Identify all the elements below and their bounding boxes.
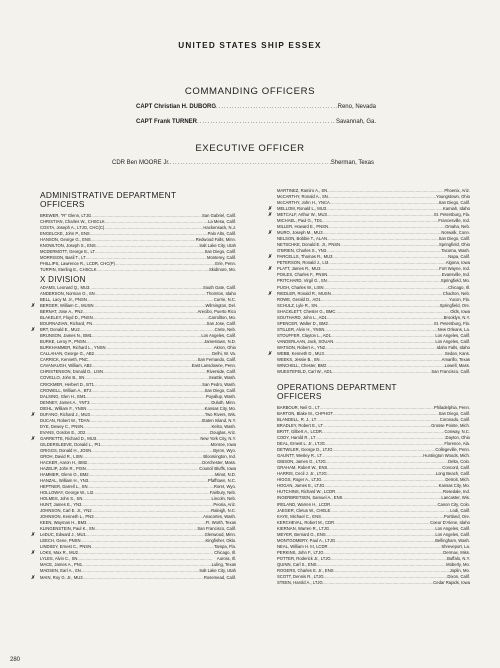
officer-hometown: Sherman, Texas [330,160,374,166]
person-name: MICHAEL, Paul G., TD1 [277,218,323,224]
person-hometown: San Diego, Calif. [204,387,236,393]
person-name: CROWELL, William A., BT2 [40,387,92,393]
person-hometown: Dayton, Ohio [445,435,470,441]
person-name: GILDERSLEEVE, Donald L., PI1 [40,441,101,447]
leader-dots [323,580,433,586]
person-name: BARTON, Blake M., CHPHOT [277,411,333,417]
person-hometown: Skidmore, Mo. [209,267,236,273]
person-hometown: Ft. Worth, Texas [205,520,236,526]
person-hometown: San Diego, Calif. [438,200,470,206]
person-hometown: Phoenix, Ariz. [444,188,470,193]
person-name: JAEGER, Cletus W., CHELE [277,507,331,513]
person-name: CHRISTIAN, Charles W., CHSCLK [40,219,105,225]
leader-dots [97,267,209,273]
person-name: HAZELIP, John R., PISN [40,465,86,471]
check-mark-icon: ✗ [31,303,36,310]
person-hometown: Yucon, Fla. [449,296,470,302]
operations-heading-line-1: OPERATIONS DEPARTMENT [277,382,397,392]
person-name: CARRICK, Kenneth, PNC [40,357,88,363]
person-name: KIERNAN, Warren R., LTJG [277,525,330,531]
x-division-list [31,285,236,581]
person-hometown: Napa, Calif. [448,254,470,260]
person-name: HOGAN, James E., LTJG [277,483,325,489]
person-name: CHRISTENSON, Donald D., LISN [40,369,104,375]
person-hometown: Evansville, Ind. [441,272,470,278]
person-hometown: Kelso, Wash. [211,423,236,429]
person-hometown: Francesville, Ind. [438,218,470,224]
person-hometown: Lancaster, Wis. [441,495,470,501]
check-mark-icon: ✗ [31,532,36,539]
check-mark-icon: ✗ [268,254,273,261]
person-hometown: Tampa, Fla. [214,544,236,550]
person-hometown: Kingfisher, Okla. [205,538,236,544]
leader-dots [83,575,204,581]
commanding-officers-heading: COMMANDING OFFICERS [184,86,316,97]
person-name: BOURNAZIAN, Richard, FN [40,321,93,327]
person-name: HOLLOWAY, George W., LI2 [40,490,94,496]
person-name: IRELAND, Warren H., LCDR [277,501,331,507]
person-name: NEAL, William H. III, LCDR [277,543,328,549]
person-name: CRICKMER, Herbert D., BT1 [40,381,94,387]
person-hometown: San Francisco, Calif. [197,526,236,532]
person-name: ROGERS, Charles E. Jr., ENS [277,567,334,573]
person-name: KEEN, Wayman H., BM3 [40,520,87,526]
person-name: MCDERMOTT, George E., LT [40,249,96,255]
check-mark-icon: ✗ [268,350,273,357]
person-name: SOUTHARD, John L., AD1 [277,314,327,320]
person-name: GRIGGS, Donald H., JOSN [40,447,92,453]
person-name: BLAKELEY, Floyd D., PNSN [40,315,93,321]
person-name: LOKS, Max R., MU2 [40,550,78,556]
person-hometown: Duluth, Minn. [211,399,236,405]
person-name: WINCHELL, Chester, BM2 [277,362,327,368]
page-number: 280 [10,657,21,663]
person-name: ROWE, Gerald D., AO1 [277,296,321,302]
person-name: HUNT, James E., YN3 [40,502,82,508]
person-name: LYLES, Alvin C., SN [40,556,78,562]
person-hometown: Springfield, Ohio [439,242,470,248]
person-name: TURPIN, Sterling E., CHSCLK [40,267,97,273]
person-hometown: Moberly, Mo. [446,561,470,567]
person-hometown: Detroit, Mich. [445,477,470,483]
person-hometown: Concord, Calif. [442,465,470,471]
person-hometown: Douglas, Ariz. [210,429,236,435]
person-name: GRAHAM, Robert W., ENS [277,465,328,471]
person-name: MAIN, Roy G. Jr., MU3 [40,574,83,580]
person-hometown: East Lansdowne, Penn. [191,363,236,369]
person-name: KNOWLTON, Joseph S., ENS [40,243,96,249]
list-item [277,580,470,586]
check-mark-icon: ✗ [31,574,36,581]
person-hometown: Coeur D'Alene, Idaho [430,519,470,525]
person-name: WEEKS, Jessie B., SN [277,356,320,362]
person-name: BRT, Donald E., MU2 [40,327,80,333]
x-division-continued-list [268,188,470,375]
person-hometown: Grosse Pointe, Mich. [431,423,470,429]
person-hometown: Fort Wayne, Ind. [439,266,470,272]
person-name: WEBB, Kenneth D., MU3 [277,350,324,356]
person-name: MEYER, Bernard G., ENS [277,531,326,537]
person-hometown: San Diego, Calif. [204,249,236,255]
check-mark-icon: ✗ [31,327,36,334]
check-mark-icon: ✗ [268,206,273,213]
commanding-officer-row-1 [136,104,376,110]
person-name: PUGH, Charles W., LISN [277,284,324,290]
person-name: HARRIS, Cecil J. Jr., LTJG [277,471,327,477]
person-name: HEPTNER, Darrell L., SN [40,484,88,490]
person-hometown: Shreveport, La. [441,543,470,549]
person-name: JOHNSON, Kenneth L., PN3 [40,514,94,520]
person-name: PETERSON, Ronald J., LI3 [277,260,329,266]
person-hometown: Roret, Wyo. [213,484,236,490]
person-hometown: Puyallup, Wash. [205,393,236,399]
person-name: SHACKLETT, Chester G., BMC [277,308,336,314]
person-name: PRITCHARD, Virgil G., SN [277,278,327,284]
person-hometown: Collegeville, Penn. [435,447,470,453]
commanding-officer-row-2 [136,119,376,125]
operations-officer-list [277,405,470,586]
officer-name: CDR Ben MOORE Jr. [112,160,170,166]
check-mark-icon: ✗ [268,290,273,297]
person-hometown: St. Petersburg, Fla. [433,320,470,326]
person-name: BERGER, William C., MUSN [40,303,94,309]
person-hometown: Joplin, Mo. [449,567,470,573]
person-hometown: Huntington Woods, Mich. [423,453,470,459]
person-hometown: South Gate, Calif. [202,285,236,290]
person-hometown: San Diego, Calif. [438,236,470,242]
person-name: MELLOM, Ronald L., MU3 [277,206,327,212]
person-hometown: Los Angeles, Calif. [435,525,470,531]
person-hometown: Chadron, Neb. [442,290,470,296]
person-name: DALSING, Glen H., EM1 [40,393,86,399]
person-name: POTTER, Roderick Jr., LTJG [277,555,331,561]
person-name: MARTINEZ, Ramiro A., SN [277,188,328,193]
person-hometown: San Pedro, Wash. [202,381,236,387]
person-name: WATSON, Robert A., YN2 [277,344,326,350]
check-mark-icon: ✗ [31,435,36,442]
person-hometown: Brooklyn, N.Y. [443,314,470,320]
person-hometown: Springfield, Ore. [439,302,470,308]
person-hometown: Lincoln, Neb. [211,496,236,502]
person-name: O'BRIEN, Charles S., YN3 [277,248,327,254]
person-hometown: Two Rivers, Wis. [204,411,236,417]
person-hometown: Delta, Colo. [448,459,470,465]
person-hometown: Coronado, Calif. [439,417,470,423]
person-name: PHILLIPS, Lawrence R., LCDR, CHC(P) [40,261,115,267]
person-hometown: Youngstown, Ohio [436,194,470,200]
person-name: WUESTEFELD, Carl W., AD1 [277,368,332,374]
person-hometown: San Francisco, Calif. [431,368,470,374]
person-hometown: Dorchester, Mass. [202,459,236,465]
admin-officer-list [40,213,236,273]
person-name: RIEDLER, Ronald R., MUSN [277,290,331,296]
person-name: PLATT, James R., MU3 [277,266,321,272]
person-name: PERKINS, John F., LTJG [277,549,324,555]
list-item [277,369,470,375]
person-hometown: Jamestown, N.D. [204,339,236,345]
person-hometown: Dixon, Calif. [447,573,470,579]
person-hometown: Lowell, Mass. [444,362,470,368]
person-hometown: Amarillo, Texas [441,356,470,362]
ship-title: UNITED STATES SHIP ESSEX [178,41,322,50]
person-hometown: Pfafftown, N.C. [207,478,236,483]
person-name: HANZAL, William H., YN3 [40,478,89,483]
person-hometown: Algona, Iowa [445,260,470,266]
person-name: CODY, Harold R., LT [277,435,316,441]
person-name: BARBOUR, Neil G., LT [277,405,320,410]
person-name: DYE, Dewey C., PNSN [40,423,84,429]
person-name: CALLAHAN, George G., AB2 [40,351,94,357]
admin-department-heading [40,191,176,210]
person-hometown: Kansas City, Mo. [204,405,236,411]
person-hometown: Lodi, Calif. [450,507,470,513]
person-hometown: Raleigh, N.C. [211,508,236,514]
person-hometown: Monterey, Calif. [206,255,236,261]
person-name: MILLER, Howard E., PNSN [277,224,328,230]
person-name: COSTA, Joseph A., LTJG, CHC(C) [40,225,105,231]
person-hometown: Chicago, Ill. [448,284,470,290]
person-name: LeDUC, Edward J., MU1 [40,532,86,538]
officer-name: CAPT Frank TURNER [136,119,198,125]
person-hometown: Peoria, Ariz. [213,502,236,508]
executive-officer-row [112,160,374,166]
person-name: ADAMS, Leonard Q., MU3 [40,285,90,290]
person-hometown: San Jose, Calif. [206,321,236,327]
person-name: LEECH, Gene, PNSN [40,538,81,544]
person-hometown: Monroe, Iowa [210,441,236,447]
person-hometown: Council Bluffs, Iowa [199,465,236,471]
person-name: MACE, James A., PN1 [40,562,83,568]
person-name: STOUFFER, Clayton L., AD1 [277,332,331,338]
person-hometown: New York City, N.Y. [200,435,236,441]
admin-heading-line-1: ADMINISTRATIVE DEPARTMENT [40,190,177,200]
person-hometown: Norwalk, Conn. [441,230,470,236]
person-hometown: Glenwood, Minn. [204,532,236,538]
person-hometown: Erie, Penn. [215,261,236,267]
person-hometown: Fairbury, Neb. [209,490,236,496]
person-hometown: Los Angeles, Calif. [435,332,470,338]
person-hometown: San Fernando, Calif. [197,357,236,363]
person-hometown: Redwood Falls, Minn. [195,237,236,243]
leader-dots [216,104,338,110]
person-name: POILES, Charles F., PNSN [277,272,328,278]
person-name: BURKE, Leroy P., PNSN [40,339,86,345]
person-name: PARCELLS, Thomas R., MU3 [277,254,333,260]
person-name: HAMMER, Glenn O., BM2 [40,471,89,477]
person-hometown: La Mesa, Calif. [208,219,236,225]
list-item [31,574,236,581]
person-name: BELL, Lacy M. Jr., PNSN [40,297,87,303]
person-hometown: Los Angeles, Calif. [435,531,470,537]
person-name: STEEN, Harold A., LTJG [277,579,323,585]
person-name: GROH, David R., LISN [40,453,83,459]
person-hometown: Aurora, Ill. [216,556,236,562]
person-hometown: Bellingham, Wash. [435,537,470,543]
admin-heading-line-2: OFFICERS [40,199,85,210]
leader-dots [170,160,331,166]
person-name: STILLER, Alvin H., YNSN [277,326,325,332]
person-hometown: Cedar Rapids, Iowa [433,579,470,585]
person-hometown: Kamiah, Idaho [442,206,470,212]
person-name: BRADLEY, Robert E., LT [277,423,323,429]
person-name: MONTGOMERY, Paul A., LTJG [277,537,336,543]
person-hometown: Olds, Iowa [450,308,470,314]
person-hometown: Kansas City, Mo. [438,483,470,489]
check-mark-icon: ✗ [31,550,36,557]
person-name: ENGELCKE, John P., ENS [40,231,90,237]
person-hometown: Byron, Wyo. [213,447,236,453]
person-hometown: Dermax, Miss. [443,549,470,555]
person-hometown: San Diego, Calif. [438,411,470,417]
check-mark-icon: ✗ [268,230,273,237]
person-name: GIBSON, James G., LTJG [277,459,326,465]
person-name: CAVANAUGH, William, AB2 [40,363,92,369]
person-hometown: Bloomington, Ind. [203,453,236,459]
person-name: DETWILER, George D., LTJG [277,447,333,453]
person-name: VANDERLAAN, Jack, SOUAN [277,338,334,344]
person-hometown: Salt Lake City, Utah [199,568,236,574]
person-hometown: Palo Alto, Calif. [207,231,236,237]
person-name: GAUNTT, Wesley R., LT [277,453,322,459]
person-hometown: Crete, Neb. [214,327,236,333]
person-name: SCHULZ, Lyle R., SN [277,302,318,308]
person-name: INGERBRETSEN, Samuel A., ENS [277,495,343,501]
person-hometown: Buffalo, N.Y. [447,555,470,561]
person-hometown: Delhi, W. Va. [212,351,236,357]
person-hometown: Springfield, Mo. [440,278,470,284]
person-hometown: Luling, Texas [211,562,236,568]
person-hometown: Portland, Ore. [443,513,470,519]
person-name: COVELLO, John B., SN [40,375,85,381]
person-name: SCOTT, Dennis R., LTJG [277,573,324,579]
check-mark-icon: ✗ [268,266,273,273]
leader-dots [332,369,431,375]
person-hometown: Thornton, Idaho [206,291,236,297]
person-name: BLANDELL, R. J., LT [277,417,317,423]
person-hometown: Los Angeles, Calif. [435,338,470,344]
person-hometown: Minot, N.D. [215,471,236,477]
person-name: ANDERSON, Norman O., SN [40,291,95,297]
person-hometown: Wilmington, Del. [205,303,236,309]
person-hometown: Philadelphia, Penn. [433,405,470,410]
person-hometown: Idaho Falls, Idaho [436,344,470,350]
person-hometown: Seattle, Wash. [208,375,236,381]
person-name: KERCHEVAL, Robert M., CDR [277,519,335,525]
person-name: EVANS, Gordon E., JO2 [40,429,86,435]
person-hometown: Hackensack, N.J. [203,225,236,231]
person-name: MURO, Joseph M., MU3 [277,230,323,236]
person-name: DUFANO, Richard J., MU3 [40,411,90,417]
person-name: McCARTHY, Ronald A., SN [277,194,328,200]
person-name: GARRETTE, Richard D., MU3 [40,435,97,441]
person-name: NELSON, Bobbie T., ALAN [277,236,327,242]
person-hometown: Carrollton, Mo. [208,315,236,321]
person-hometown: Salt Lake City, Utah [199,243,236,249]
person-name: DIEHL, William F., YNSN [40,405,87,411]
person-name: HOLMES, John S., SN [40,496,83,502]
person-hometown: Anacortes, Wash. [203,514,236,520]
operations-department-heading [277,383,397,402]
person-name: NETSCHKE, Donald E. Jr., PNSN [277,242,341,248]
officer-name: CAPT Christian H. DUBORG [136,104,217,110]
person-hometown: Omaha, Neb. [445,224,470,230]
person-hometown: Florence, Ala. [444,441,470,447]
person-hometown: Tacoma, Wash. [441,248,470,254]
person-name: HIGGS, Roger A., LTJG [277,477,322,483]
officer-hometown: Savannah, Ga. [335,119,376,125]
check-mark-icon: ✗ [31,411,36,418]
person-hometown: San Gabriel, Calif. [202,213,236,218]
person-hometown: Currie, N.C. [213,297,236,303]
person-name: DENNEY, James A., YNT3 [40,399,90,405]
list-item [40,267,236,273]
person-name: HUTCHINS, Richard W., LCDR [277,489,336,495]
person-hometown: Los Angeles, Calif. [201,333,236,339]
person-name: METCALF, Arthur W., MU3 [277,212,327,218]
person-name: DUCAN, Robert W., TDAN [40,417,90,423]
person-hometown: New Orleans, La. [437,326,470,332]
person-hometown: Akron, Ohio [213,345,236,351]
person-name: BURKHAMMER, Richard L., YNSN [40,345,106,351]
person-hometown: Conway, N.C. [444,429,470,435]
officer-hometown: Reno, Nevada [337,104,376,110]
person-name: KLINGENSTEIN, Paul K., SN [40,526,95,532]
person-name: DEAL, Ernest L. Jr., LTJG [277,441,325,447]
person-name: HANSON, George G., ENS [40,237,91,243]
executive-officer-heading: EXECUTIVE OFFICER [195,143,305,154]
person-hometown: Rosemead, Calif. [203,574,236,580]
person-name: HACKER, Aaron H., BM2 [40,459,88,465]
operations-heading-line-2: OFFICERS [277,391,322,402]
person-hometown: Canon City, Colo. [437,501,470,507]
x-division-heading: X DIVISION [40,275,86,284]
person-name: BREWER, "R" Glenn, LTJG [40,213,92,218]
person-name: JOHNSON, Carl E. Jr., YN2 [40,508,92,514]
person-name: BRITT, Gilbert A., LCDR [277,429,322,435]
person-name: MORRISON, Basil T., LT [40,255,86,261]
person-name: QUINN, Carl S., ENS [277,561,317,567]
person-hometown: Rosedale, Ind. [442,489,470,495]
person-name: SPENCER, Walter D., BM2 [277,320,328,326]
person-hometown: Long Beach, Calif. [435,471,470,477]
person-hometown: Sedan, Kans. [444,350,470,356]
check-mark-icon: ✗ [268,212,273,219]
person-hometown: St. Petersburg, Fla. [433,212,470,218]
person-hometown: Arecibo, Puerto Rico [197,309,236,315]
person-hometown: Riverside, Calif. [206,369,236,375]
person-name: LINDSEY, Ernest C., PNSN [40,544,92,550]
person-name: KAYE, Michael C., ENS [277,513,321,519]
person-name: McCARTHY, John H., YNCA [277,200,330,206]
person-name: BRUNSON, James N., BM1 [40,333,92,339]
person-hometown: Chicago, Ill. [214,550,236,556]
person-name: MADSEN, Earl A., SN [40,568,81,574]
leader-dots [197,119,336,125]
person-hometown: Staten Island, N.Y. [201,417,236,423]
person-name: BERNAT, Jose A., PN2 [40,309,83,315]
